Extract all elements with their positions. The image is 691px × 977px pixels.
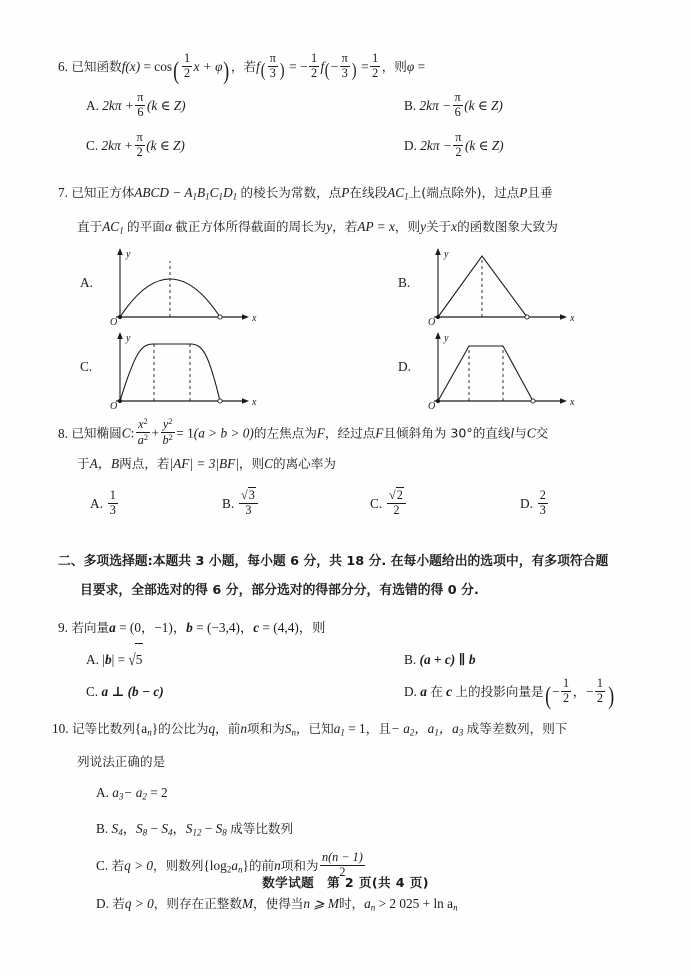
- q7-fig-C-y-axis: y: [126, 333, 131, 345]
- q10-optC-fraction: $\frac{n(n - 1)}{2}$: [322, 850, 363, 879]
- question-6-options-row-2: [58, 130, 638, 162]
- q10-optC-n: n: [274, 858, 281, 874]
- q6-option-D[interactable]: [404, 130, 504, 162]
- q7-figure-D-graph: [420, 329, 600, 411]
- q7-fig-A-x-axis: x: [252, 313, 257, 325]
- question-8-options: [58, 487, 638, 521]
- q7-l2-text-6: 关于: [425, 218, 452, 234]
- q8-line-l: l: [510, 425, 515, 441]
- q7-fig-C-origin: O: [110, 401, 118, 412]
- q7-sub-5: 1: [404, 191, 409, 202]
- q7-fig-B-x-axis: x: [570, 313, 575, 325]
- q10-optB-sub1: 4: [118, 827, 123, 838]
- q9-option-A[interactable]: [86, 643, 404, 676]
- q10-sub-a3: 3: [458, 727, 464, 738]
- q8-option-B[interactable]: [222, 487, 370, 521]
- q9-option-B-key: B.: [404, 651, 417, 667]
- q6-equals-1: =: [143, 59, 151, 74]
- q8-text-4: 且倾斜角为 30°的直线: [383, 425, 511, 441]
- q8-option-B-radical: √3: [241, 487, 255, 502]
- q8-x: x: [138, 417, 144, 432]
- q8-option-A-fraction: $\frac{1}{3}$: [109, 487, 116, 517]
- q8-l2-text-1: 于: [77, 455, 90, 471]
- q10-option-D[interactable]: [58, 888, 638, 924]
- q10-optC-text-2: ，则数列: [153, 858, 204, 874]
- q9-optD-frac-2: $\frac{1}{2}$: [596, 675, 603, 705]
- q7-fig-A-origin: O: [110, 317, 118, 328]
- q9-optA-sqrt: √5: [128, 643, 143, 676]
- q8-l2-text-3: ，则: [238, 455, 265, 471]
- q8-distance-relation: |AF| = 3|BF|: [169, 455, 239, 471]
- question-9: [58, 613, 638, 711]
- q8-equals-one: = 1: [176, 425, 194, 441]
- q9-text-1: 若向量: [71, 619, 110, 635]
- q10-optB-S4: S: [111, 820, 119, 836]
- q7-fig-D-x-axis: x: [570, 397, 575, 409]
- q8-y: y: [162, 417, 169, 432]
- q7-text-3: 在线段: [349, 185, 388, 200]
- q7-plane-alpha: α: [164, 218, 172, 234]
- q7-fig-A-y-axis: y: [126, 249, 131, 261]
- q9-optD-frac-1: $\frac{1}{2}$: [562, 675, 570, 705]
- q7-figure-A-graph: [102, 245, 282, 327]
- question-7-stem-line-2: [58, 212, 638, 246]
- q6-pi-over-3-neg: $\frac{\pi}{3}$: [341, 51, 348, 80]
- q9-option-C[interactable]: [86, 676, 404, 708]
- q10-optC-cond: q > 0: [124, 858, 154, 874]
- q6-f2: f: [256, 59, 260, 74]
- q10-optB-sub4: 12: [192, 827, 202, 838]
- q9-vector-b-value: = (−3,4)，: [196, 619, 254, 635]
- q6-x-phi: x + φ: [193, 59, 223, 74]
- q10-term-neg-a2: − a: [390, 720, 410, 736]
- q10-option-A-key: A.: [96, 785, 109, 801]
- q8-option-C-key: C.: [370, 495, 383, 511]
- q8-option-D-fraction: $\frac{2}{3}$: [539, 487, 546, 517]
- q6-option-A-tail: (k ∈ Z): [146, 98, 186, 113]
- question-8-number: 8.: [58, 425, 68, 441]
- question-10-stem-line-1: [52, 714, 638, 748]
- q8-b: b: [162, 433, 169, 448]
- q10-a1-value: = 1: [348, 720, 366, 736]
- q8-l2-text-2: 两点，若: [119, 455, 170, 471]
- q10-text-5: ，已知: [295, 720, 334, 736]
- q7-l2-text-2: 的平面: [127, 218, 165, 234]
- q8-a: a: [137, 433, 144, 448]
- q10-text-8: 列说法正确的是: [77, 754, 166, 770]
- q6-function: f(x): [121, 59, 141, 74]
- q6-stem-text-1: 已知函数: [71, 59, 122, 74]
- q8-colon: :: [130, 425, 135, 441]
- q6-option-A-key: A.: [86, 98, 99, 113]
- section-2-heading: [58, 547, 638, 605]
- q7-fig-B-origin: O: [428, 317, 436, 328]
- section-2-line-1: 二、多项选择题:本题共 3 小题，每小题 6 分，共 18 分. 在每小题给出的选项中，有多项符合题: [58, 553, 609, 569]
- q7-l2-text-7: 的函数图象大致为: [457, 218, 558, 234]
- q10-seq-sub: n: [147, 727, 152, 738]
- q10-sum-sub: n: [291, 727, 296, 738]
- q7-C: C: [209, 185, 219, 200]
- q10-text-7: 成等差数列，则下: [466, 720, 568, 736]
- q10-optC-text-4: 项和为: [280, 858, 319, 874]
- q10-optA-equals: = 2: [150, 785, 168, 801]
- q10-optC-text-1: 若: [111, 858, 125, 874]
- q9-option-B-body: (a + c) ∥ b: [419, 651, 476, 667]
- q10-option-D-key: D.: [96, 895, 109, 911]
- q10-optC-an-sub: n: [237, 864, 243, 875]
- q7-var-y: y: [326, 218, 333, 234]
- q6-option-B-tail: (k ∈ Z): [464, 98, 503, 113]
- q6-stem-text-3: ，则: [381, 59, 407, 74]
- q7-l2-sub: 1: [119, 225, 124, 236]
- q7-figure-C-key: C.: [80, 359, 93, 375]
- q6-option-C-tail: (k ∈ Z): [146, 138, 185, 153]
- question-8: [58, 417, 638, 521]
- q10-seq-open: {a: [134, 720, 148, 736]
- q9-vector-c: c: [253, 619, 260, 635]
- q10-optD-an: a: [364, 895, 371, 911]
- q9-option-B[interactable]: [404, 644, 476, 676]
- question-7-figure-row-2: [58, 329, 638, 413]
- q6-option-C-lead: 2kπ +: [101, 138, 134, 153]
- q8-x2-over-a2: $\frac{x^2}{a^2}$: [137, 417, 149, 448]
- q8-option-A[interactable]: [90, 487, 222, 521]
- q7-l2-text-1: 直于: [77, 218, 103, 234]
- q7-text-1: 已知正方体: [71, 185, 135, 200]
- q8-focus-F: F: [316, 425, 325, 441]
- q10-optD-nm: n ⩾ M: [303, 895, 339, 911]
- q10-term-a1: ，a: [414, 720, 435, 736]
- q8-option-C[interactable]: [370, 487, 520, 521]
- page-content: [52, 51, 638, 925]
- q8-option-C-radical: √2: [389, 487, 403, 502]
- q10-optD-text-1: 若: [112, 895, 125, 911]
- q10-option-B[interactable]: B. $S_4$，$S_8 - S_4$，$S_{12} - S_8$ 成等比数列: [96, 820, 294, 838]
- question-6-options-row-1: [58, 90, 638, 122]
- q10-optB-sub2: 8: [142, 827, 148, 838]
- q7-text-4: 上(端点除外)，过点: [408, 185, 520, 200]
- q6-option-A-lead: 2kπ +: [102, 98, 134, 113]
- q10-optD-an-sub2: n: [453, 902, 458, 913]
- q7-fig-D-y-axis: y: [444, 333, 449, 345]
- q10-seq-close: }: [151, 720, 159, 736]
- question-10-stem-line-2: [58, 747, 638, 777]
- q9-optD-vector-c: c: [446, 683, 453, 699]
- q7-figure-A-key: A.: [80, 275, 93, 291]
- q7-sub-3: 1: [218, 191, 224, 202]
- q10-option-A[interactable]: [58, 777, 638, 813]
- q10-optD-cond: q > 0: [124, 895, 154, 911]
- q7-text-2: 的棱长为常数，点: [240, 185, 342, 200]
- q7-text-5: 且垂: [527, 185, 553, 200]
- question-9-options-row-1: [58, 643, 638, 676]
- section-2-line-2: 目要求，全部选对的得 6 分，部分选对的得部分分，有选错的得 0 分.: [80, 582, 479, 598]
- q10-ratio-q: q: [208, 720, 216, 736]
- question-6-number: 6.: [58, 59, 68, 74]
- q8-option-D[interactable]: [520, 487, 549, 521]
- q8-curve-C: C: [526, 425, 536, 441]
- q10-optB-S4b: S: [161, 820, 168, 836]
- question-7-figure-row-1: [58, 245, 638, 329]
- q10-sub-a2: 2: [409, 727, 415, 738]
- q7-sub-2: 1: [205, 191, 210, 202]
- q8-y2-over-b2: $\frac{y^2}{b^2}$: [162, 417, 173, 448]
- q7-D: D: [223, 185, 233, 200]
- page-footer: 数学试题 第 2 页(共 4 页): [262, 875, 429, 890]
- q8-option-C-fraction: $\frac{√2}{2}$: [387, 489, 406, 517]
- q9-option-D-key: D.: [404, 683, 417, 699]
- q7-segment-AC: AC: [387, 185, 405, 200]
- q10-optB-sub5: 8: [222, 827, 227, 838]
- q6-option-D-fraction: $\frac{\pi}{2}$: [455, 130, 462, 159]
- q8-option-B-fraction: $\frac{√3}{3}$: [239, 489, 258, 517]
- q6-option-B-lead: 2kπ −: [419, 98, 452, 113]
- q6-option-D-lead: 2kπ −: [420, 138, 452, 153]
- q10-sum-S: S: [284, 720, 292, 736]
- q10-option-B-key: B.: [96, 820, 109, 836]
- q8-curve-C2: C: [264, 455, 273, 471]
- q7-point-P: P: [341, 185, 350, 200]
- q10-optC-an: a: [231, 858, 238, 874]
- q7-point-P2: P: [519, 185, 528, 200]
- q10-var-n: n: [240, 720, 247, 736]
- q6-option-B-key: B.: [404, 98, 417, 113]
- q10-optA-a3: a: [112, 785, 119, 801]
- q10-optD-text-2: ，则存在正整数: [153, 895, 242, 911]
- q9-option-A-body: |b| = √5: [102, 652, 143, 667]
- q9-optD-text-2: 上的投影向量是: [455, 683, 544, 699]
- q7-l2-text-3: 截正方体所得截面的周长为: [175, 218, 327, 234]
- q10-optD-M: M: [241, 895, 254, 911]
- q8-option-D-key: D.: [520, 495, 533, 511]
- question-7-number: 7.: [58, 185, 68, 200]
- q10-optC-log-base: 2: [226, 864, 232, 875]
- q6-option-C-key: C.: [86, 138, 99, 153]
- q7-sub-4: 1: [232, 191, 238, 202]
- q9-optD-text-1: 在: [430, 683, 443, 699]
- q7-cube-label: ABCD − A: [134, 185, 193, 200]
- q10-optB-S8b: S: [215, 820, 223, 836]
- q8-option-B-key: B.: [222, 495, 235, 511]
- q6-option-C-fraction: $\frac{\pi}{2}$: [136, 130, 143, 159]
- q10-sub-a1: 1: [434, 727, 439, 738]
- q8-l2-text-4: 的离心率为: [272, 455, 336, 471]
- q9-vector-c-value: = (4,4)，则: [262, 619, 326, 635]
- q9-optA-vector-b: b: [104, 651, 112, 667]
- q6-equals-2: =: [289, 59, 297, 74]
- q8-text-5: 与: [514, 425, 527, 441]
- q9-vector-a-value: = (0，−1)，: [119, 619, 187, 635]
- q6-f3: f: [320, 59, 325, 74]
- question-6: [58, 52, 638, 162]
- q7-l2-text-4: ，若: [332, 218, 358, 234]
- q8-text-3: ，经过点: [324, 425, 376, 441]
- q6-half-fraction: $\frac{1}{2}$: [183, 51, 191, 80]
- q10-option-C-key: C.: [96, 858, 109, 874]
- q7-var-x: x: [451, 218, 458, 234]
- q6-stem-text-2: ，若: [230, 59, 257, 74]
- q10-term-a3: ，a: [438, 720, 459, 736]
- q10-optB-S12: S: [185, 820, 193, 836]
- q10-optD-ineq: > 2 025 + ln a: [378, 895, 454, 911]
- question-6-stem: 6. 已知函数f(x) = cos( $\frac{1}{2}$ x + φ)，若f( $\frac{\pi}{3}$ ) = − $\frac{1}{2}$ f(− $\frac{\pi}{3}$ ) = $\frac{1}{2}$ ，则φ =: [58, 51, 426, 86]
- q10-a1-sub: 1: [340, 727, 345, 738]
- q7-figure-D-key: D.: [398, 359, 411, 375]
- q8-option-A-key: A.: [90, 495, 103, 511]
- q10-text-3: ，前: [215, 720, 241, 736]
- q9-vector-a: a: [109, 619, 116, 635]
- q10-optB-text: 成等比数列: [230, 820, 294, 836]
- q9-option-A-key: A.: [86, 651, 99, 667]
- q10-optD-text-3: ，使得当: [253, 895, 304, 911]
- q9-vector-b: b: [186, 619, 193, 635]
- q7-sub-1: 1: [192, 191, 198, 202]
- q8-text-1: 已知椭圆: [71, 425, 122, 441]
- q10-optD-text-4: 时，: [338, 895, 365, 911]
- q9-option-C-body: a ⊥ (b − c): [101, 683, 164, 699]
- q7-l2-AC: AC: [102, 218, 120, 234]
- q7-l2-text-5: ，则: [394, 218, 421, 234]
- q7-figure-C-graph: [102, 329, 282, 411]
- q10-optA-sub1: 3: [118, 791, 124, 802]
- q6-minus-2: −: [330, 59, 339, 74]
- question-9-options-row-2: [58, 675, 638, 711]
- q8-plus: +: [151, 425, 160, 441]
- q10-optC-text-3: 的前: [248, 858, 275, 874]
- q10-text-2: 的公比为: [158, 720, 209, 736]
- question-10: [52, 714, 638, 924]
- q10-optC-log-open: {log: [203, 858, 227, 874]
- question-7-stem-line-1: [58, 178, 638, 212]
- q7-B: B: [197, 185, 206, 200]
- question-7: [58, 178, 638, 413]
- q6-option-B-fraction: $\frac{\pi}{6}$: [454, 90, 461, 119]
- q8-text-2: 的左焦点为: [253, 425, 317, 441]
- question-8-stem-line-2: [58, 449, 638, 479]
- q6-option-A[interactable]: [86, 90, 404, 122]
- q6-one-half-3: $\frac{1}{2}$: [372, 51, 379, 80]
- q9-optD-vector-a: a: [420, 683, 427, 699]
- q10-optB-S8: S: [136, 820, 143, 836]
- q8-text-6: 交: [535, 425, 549, 441]
- q10-a1: a: [333, 720, 341, 736]
- q6-cos: cos: [154, 59, 173, 74]
- q7-fig-D-origin: O: [428, 401, 436, 412]
- q7-fig-C-x-axis: x: [252, 397, 257, 409]
- q6-option-A-fraction: $\frac{\pi}{6}$: [137, 90, 144, 119]
- q6-equals-3: =: [361, 59, 369, 74]
- q8-focus-F2: F: [375, 425, 384, 441]
- q6-one-half-2: $\frac{1}{2}$: [310, 51, 318, 80]
- q10-text-4: 项和为: [247, 720, 285, 736]
- q7-AP-eq-x: AP = x: [357, 218, 395, 234]
- q7-figure-B-key: B.: [398, 275, 411, 291]
- question-9-stem: [58, 613, 638, 643]
- q9-option-D[interactable]: D. a 在 c 上的投影向量是(− $\frac{1}{2}$ ，− $\frac{1}{2}$ ): [404, 675, 614, 711]
- q6-option-D-key: D.: [404, 138, 417, 153]
- q10-optD-an-sub: n: [370, 902, 376, 913]
- q8-ellipse-C: C: [121, 425, 131, 441]
- q10-text-6: ，且: [365, 720, 391, 736]
- q7-fig-B-y-axis: y: [444, 249, 449, 261]
- q7-var-y2: y: [420, 218, 426, 234]
- q6-option-D-tail: (k ∈ Z): [464, 138, 504, 153]
- q10-optA-sub2: 2: [142, 791, 147, 802]
- q8-condition: (a > b > 0): [193, 425, 254, 441]
- q6-phi: φ: [406, 59, 415, 74]
- question-9-number: 9.: [58, 619, 68, 635]
- question-8-stem-line-1: [58, 417, 638, 449]
- q10-optC-log-close: }: [242, 858, 249, 874]
- q6-pi-over-3: $\frac{\pi}{3}$: [269, 51, 276, 80]
- question-10-number: 10.: [52, 720, 69, 736]
- q10-optA-minus: − a: [123, 785, 143, 801]
- q8-points-AB: A，B: [89, 455, 120, 471]
- q10-optB-sub3: 4: [167, 827, 173, 838]
- q7-figure-B-graph: [420, 245, 600, 327]
- q6-equals-4: =: [417, 59, 426, 74]
- q6-option-B[interactable]: [404, 90, 503, 122]
- q6-minus-1: −: [299, 59, 308, 74]
- q9-option-C-key: C.: [86, 683, 99, 699]
- q6-option-C[interactable]: [86, 130, 404, 162]
- q10-text-1: 记等比数列: [71, 720, 135, 736]
